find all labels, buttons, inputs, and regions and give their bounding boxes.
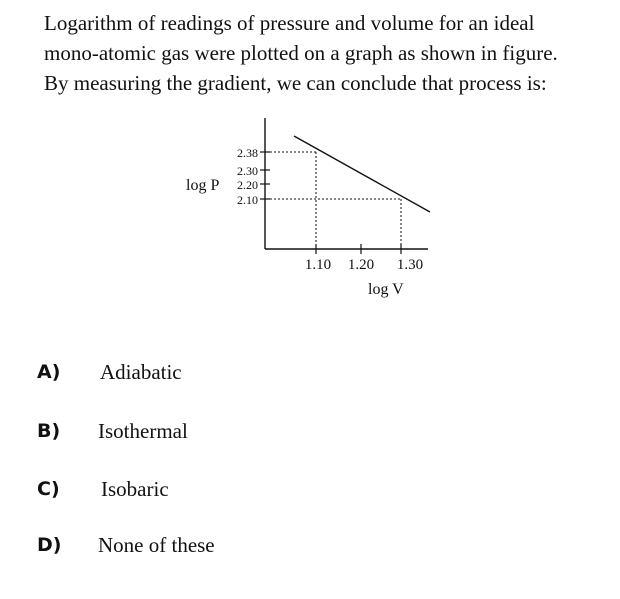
- option-letter: C): [37, 478, 60, 500]
- x-tick-label: 1.20: [347, 257, 375, 273]
- y-tick-label: 2.38: [237, 146, 258, 160]
- option-b[interactable]: [0, 416, 400, 446]
- x-tick-label: 1.10: [304, 257, 332, 273]
- option-text: Isothermal: [98, 419, 188, 443]
- option-letter: B): [37, 420, 61, 442]
- guide-lines: [266, 152, 401, 249]
- option-text: Adiabatic: [100, 360, 182, 384]
- question-line: Logarithm of readings of pressure and volume for an ideal: [44, 11, 535, 35]
- option-letter: D): [37, 534, 62, 556]
- y-axis-label: log P: [186, 177, 220, 194]
- y-tick-label: 2.30: [237, 164, 258, 178]
- x-tick-label: 1.30: [396, 257, 424, 273]
- question-line: By measuring the gradient, we can conclude that process is:: [44, 71, 547, 95]
- option-a[interactable]: [0, 357, 400, 387]
- option-text: None of these: [98, 533, 215, 557]
- option-c[interactable]: [0, 474, 400, 504]
- option-d[interactable]: [0, 530, 400, 560]
- data-line: [294, 136, 430, 212]
- option-letter: A): [37, 361, 61, 383]
- question-line: mono-atomic gas were plotted on a graph as shown in figure.: [44, 41, 558, 65]
- y-tick-label: 2.10: [237, 193, 258, 207]
- y-tick-label: 2.20: [237, 178, 258, 192]
- option-text: Isobaric: [101, 477, 169, 501]
- x-axis-label: log V: [368, 281, 404, 298]
